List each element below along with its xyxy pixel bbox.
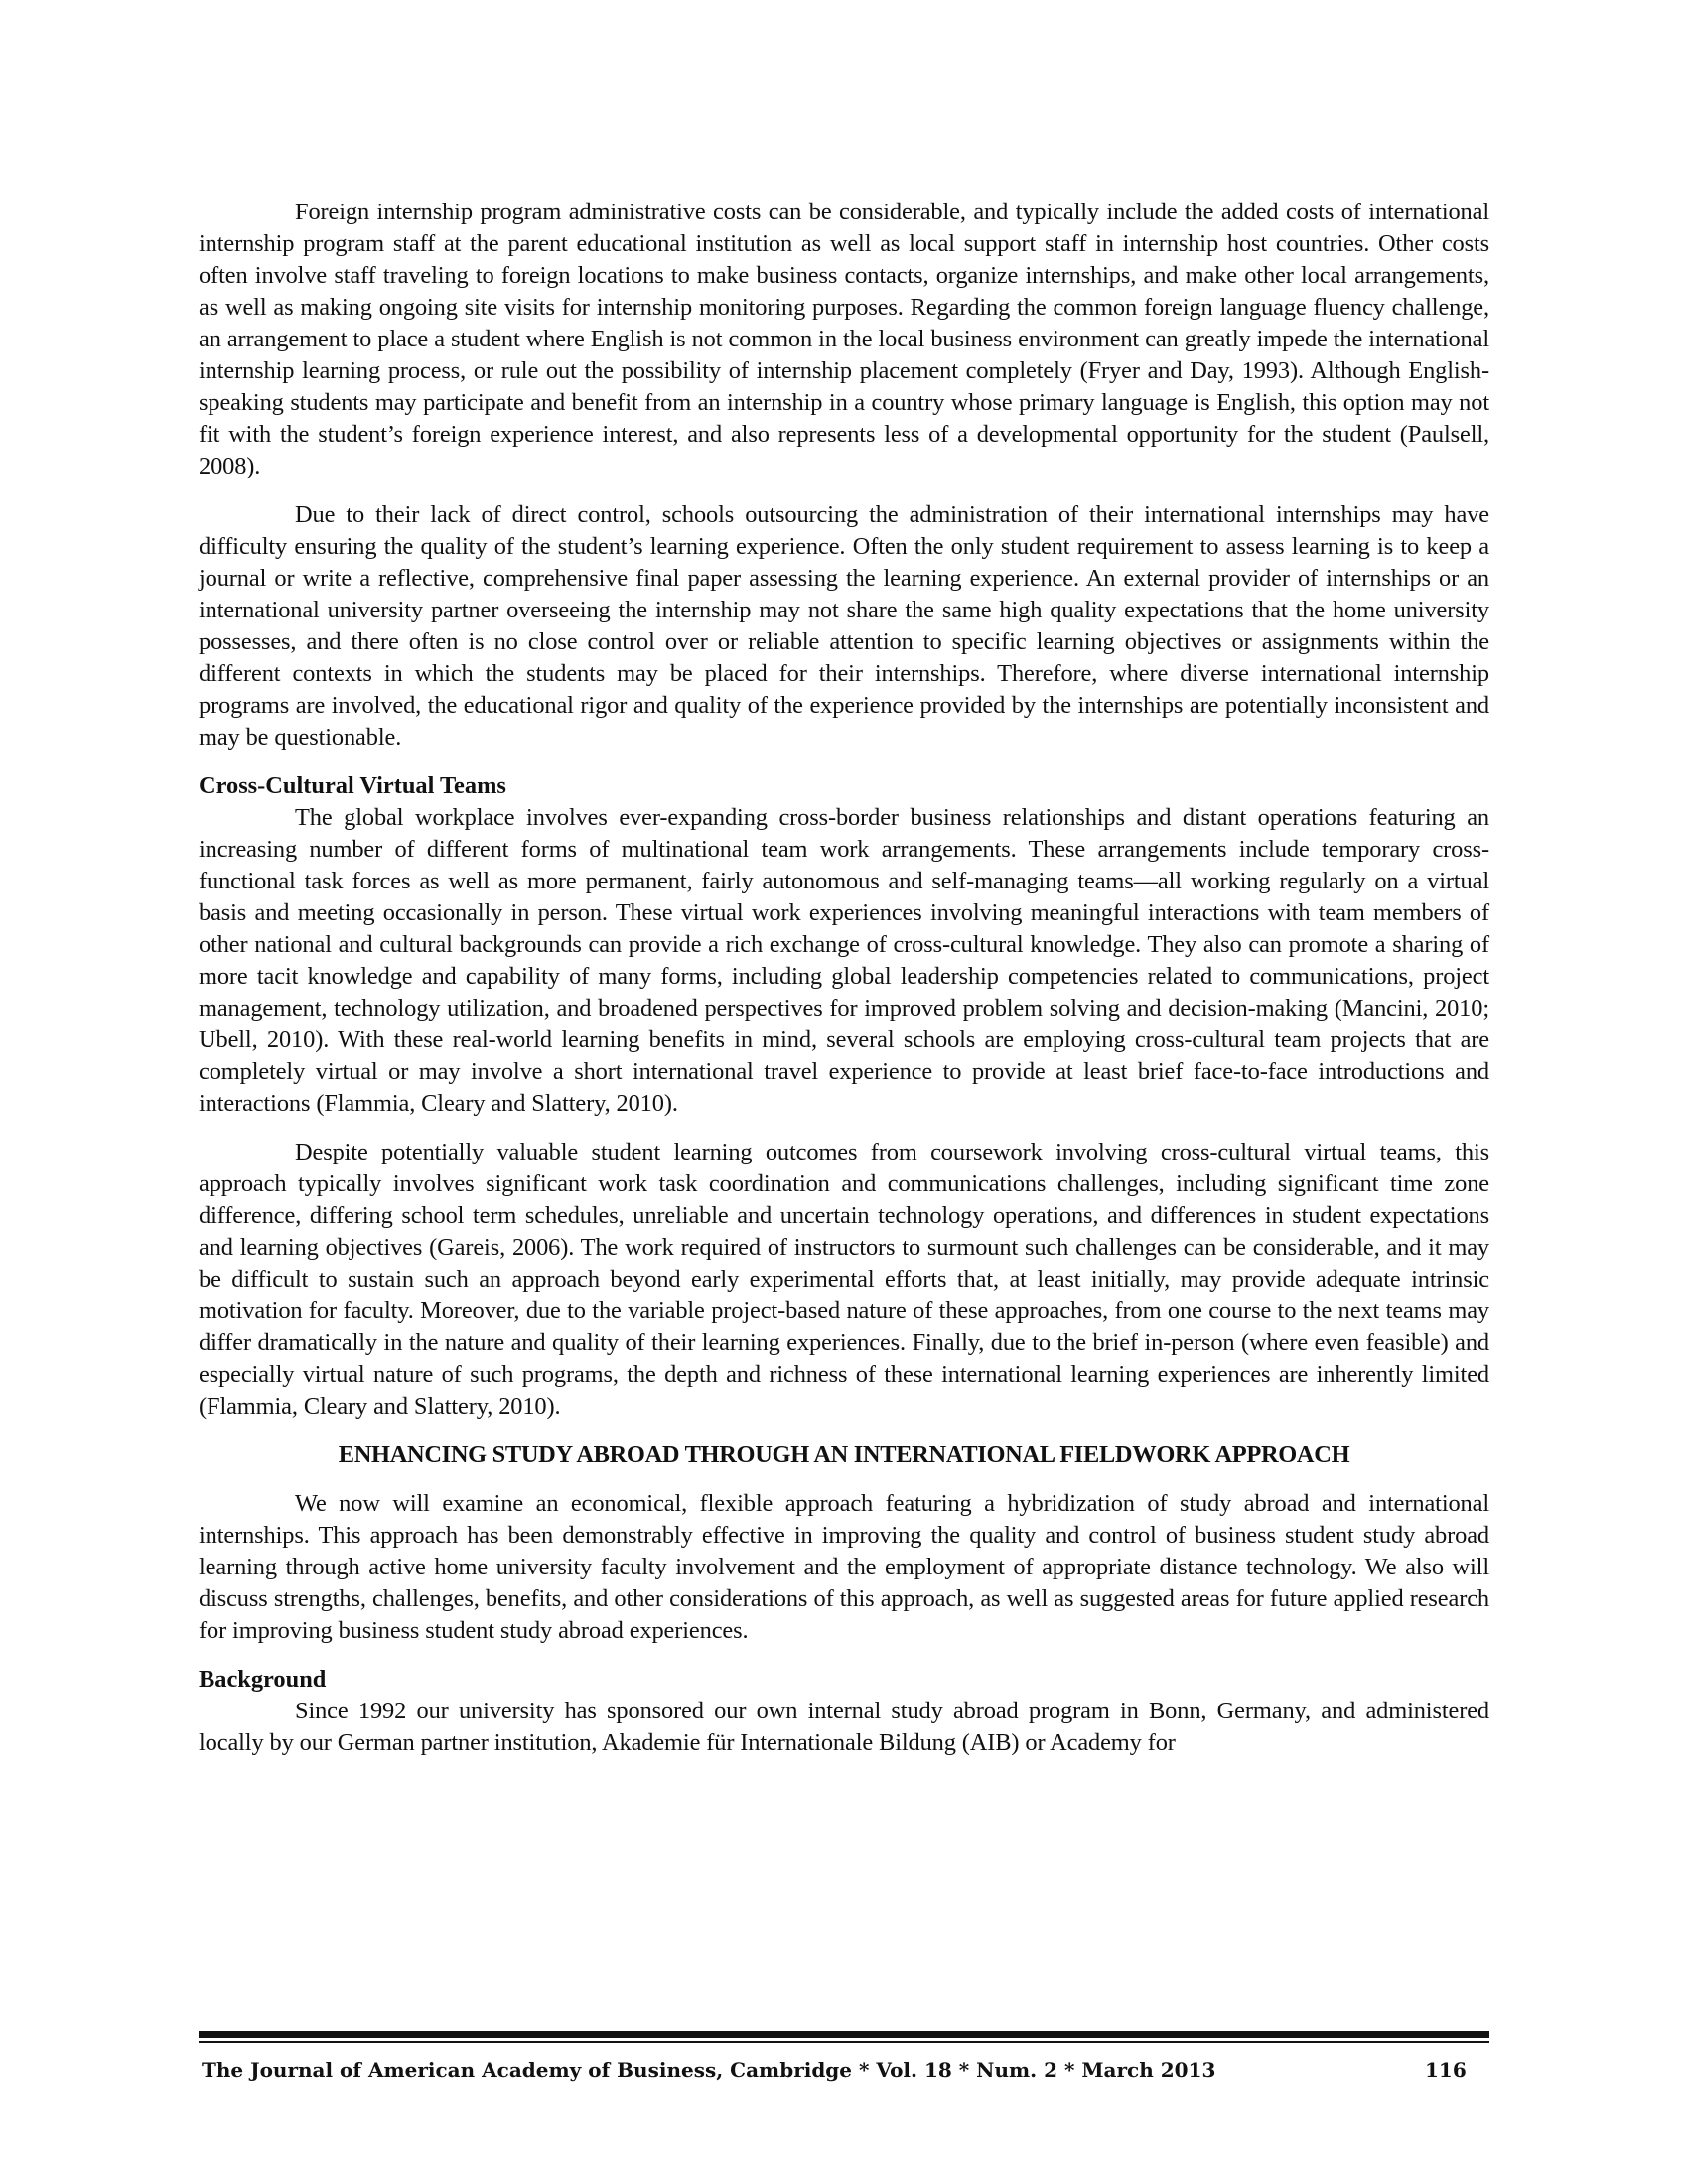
paragraph-global-workplace: The global workplace involves ever-expanding cross-border business relationships and distant operations featuring an increasing number of different forms of multinational team work arrangements. These arrangements include temporary cross-functional task forces as well as more permanent, fairly autonomous and self-managing teams—all working regularly on a virtual basis and meeting occasionally in person. These virtual work experiences involving meaningful interactions with team members of other national and cultural backgrounds can provide a rich exchange of cross-cultural knowledge. They also can promote a sharing of more tacit knowledge and capability of many forms, including global leadership competencies related to communications, project management, technology utilization, and broadened perspectives for improved problem solving and decision-making (Mancini, 2010; Ubell, 2010). With these real-world learning benefits in mind, several schools are employing cross-cultural team projects that are completely virtual or may involve a short international travel experience to provide at least brief face-to-face introductions and interactions (Flammia, Cleary and Slattery, 2010).	[199, 804, 1489, 1117]
paragraph-hybrid-approach: We now will examine an economical, flexible approach featuring a hybridization of study abroad and international internships. This approach has been demonstrably effective in improving the quality and control of business student study abroad learning through active home university faculty involvement and the employment of appropriate distance technology. We also will discuss strengths, challenges, benefits, and other considerations of this approach, as well as suggested areas for future applied research for improving business student study abroad experiences.	[199, 1490, 1489, 1644]
paragraph-internship-costs: Foreign internship program administrative costs can be considerable, and typically include the added costs of international internship program staff at the parent educational institution as well as local support staff in internship host countries. Other costs often involve staff traveling to foreign locations to make business contacts, organize internships, and make other local arrangements, as well as making ongoing site visits for internship monitoring purposes. Regarding the common foreign language fluency challenge, an arrangement to place a student where English is not common in the local business environment can greatly impede the international internship learning process, or rule out the possibility of internship placement completely (Fryer and Day, 1993). Although English-speaking students may participate and benefit from an internship in a country whose primary language is English, this option may not fit with the student’s foreign experience interest, and also represents less of a developmental opportunity for the student (Paulsell, 2008).	[199, 199, 1489, 479]
paragraph-virtual-team-challenges: Despite potentially valuable student learning outcomes from coursework involving cross-cultural virtual teams, this approach typically involves significant work task coordination and communications challenges, including significant time zone difference, differing school term schedules, unreliable and uncertain technology operations, and differences in student expectations and learning objectives (Gareis, 2006). The work required of instructors to surmount such challenges can be considerable, and it may be difficult to sustain such an approach beyond early experimental efforts that, at least initially, may provide adequate intrinsic motivation for faculty. Moreover, due to the variable project-based nature of these approaches, from one course to the next teams may differ dramatically in the nature and quality of their learning experiences. Finally, due to the brief in-person (where even feasible) and especially virtual nature of such programs, the depth and richness of these international learning experiences are inherently limited (Flammia, Cleary and Slattery, 2010).	[199, 1139, 1489, 1420]
subheading-cross-cultural-virtual-teams: Cross-Cultural Virtual Teams	[199, 772, 506, 799]
page-body	[199, 197, 1489, 1776]
subheading-background: Background	[199, 1666, 327, 1693]
footer-rule-thick	[199, 2031, 1489, 2038]
footer-journal-citation: The Journal of American Academy of Business, Cambridge * Vol. 18 * Num. 2 * March 2013	[202, 2058, 1216, 2082]
footer-rule-thin	[199, 2041, 1489, 2043]
footer-page-number: 116	[1425, 2058, 1467, 2082]
section-heading-enhancing-study-abroad: ENHANCING STUDY ABROAD THROUGH AN INTERNATIONAL FIELDWORK APPROACH	[338, 1441, 1350, 1468]
paragraph-bonn-program: Since 1992 our university has sponsored our own internal study abroad program in Bonn, Germany, and administered locally by our German partner institution, Akademie für Internationale Bildung (AIB) or Academy for	[199, 1698, 1489, 1756]
paragraph-outsourcing-quality: Due to their lack of direct control, schools outsourcing the administration of their international internships may have difficulty ensuring the quality of the student’s learning experience. Often the only student requirement to assess learning is to keep a journal or write a reflective, comprehensive final paper assessing the learning experience. An external provider of internships or an international university partner overseeing the internship may not share the same high quality expectations that the home university possesses, and there often is no close control over or reliable attention to specific learning objectives or assignments within the different contexts in which the students may be placed for their internships. Therefore, where diverse international internship programs are involved, the educational rigor and quality of the experience provided by the internships are potentially inconsistent and may be questionable.	[199, 501, 1489, 751]
